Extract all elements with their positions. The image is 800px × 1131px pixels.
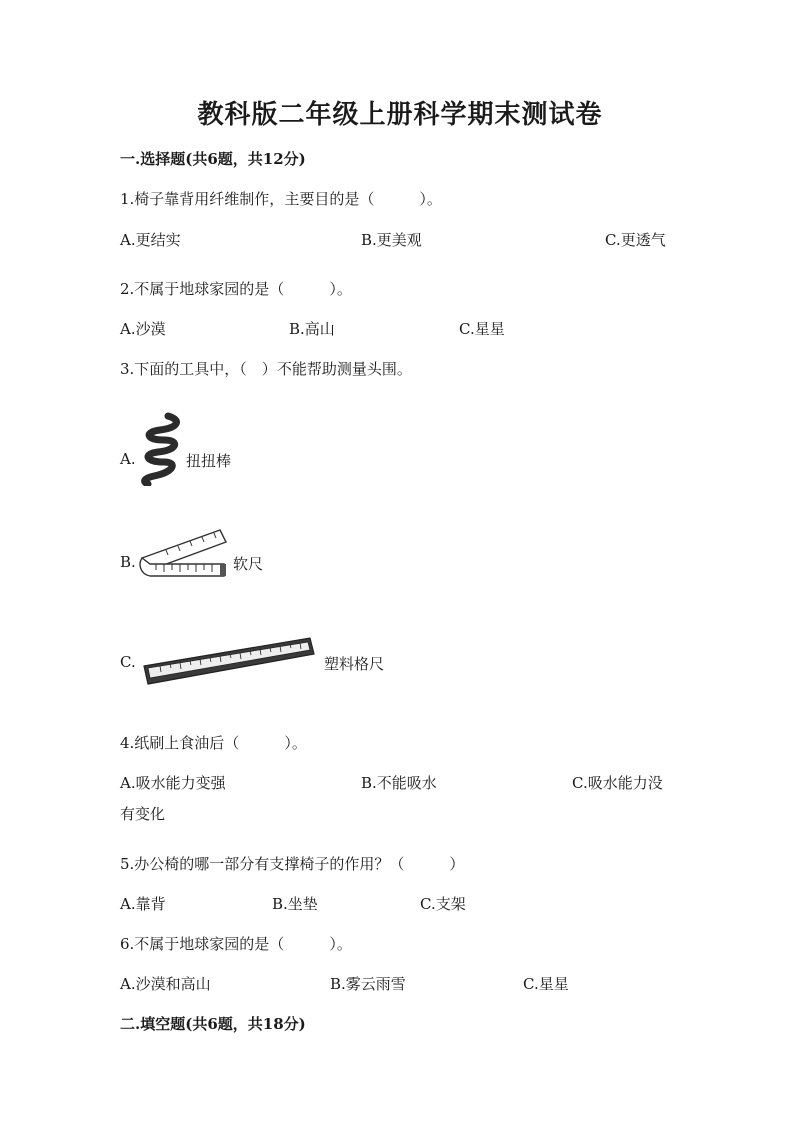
q2-option-a[interactable]: A.沙漠 (120, 320, 166, 338)
q4-option-b[interactable]: B.不能吸水 (361, 774, 437, 792)
q3-option-b-letter[interactable]: B. (120, 553, 136, 571)
question-1: 1.椅子靠背用纤维制作，主要目的是（ ）。 (120, 190, 442, 208)
q5-option-b[interactable]: B.坐垫 (272, 895, 318, 913)
question-3: 3.下面的工具中，（ ）不能帮助测量头围。 (120, 360, 412, 378)
q4-option-c-continuation: 有变化 (120, 805, 166, 823)
q2-option-b[interactable]: B.高山 (289, 320, 335, 338)
q1-option-b[interactable]: B.更美观 (361, 231, 422, 249)
q3-option-c-letter[interactable]: C. (120, 653, 136, 671)
page-title: 教科版二年级上册科学期末测试卷 (197, 100, 603, 130)
section-heading-choice: 一.选择题(共6题，共12分) (120, 150, 306, 168)
question-4: 4.纸刷上食油后（ ）。 (120, 734, 307, 752)
q5-option-a[interactable]: A.靠背 (120, 895, 166, 913)
q6-option-c[interactable]: C.星星 (523, 975, 569, 993)
q3-option-a-letter[interactable]: A. (120, 450, 136, 468)
q1-option-c[interactable]: C.更透气 (605, 231, 666, 249)
q3-option-c-label: 塑料格尺 (324, 655, 385, 673)
q4-option-c[interactable]: C.吸水能力没 (572, 774, 663, 792)
tape-measure-icon (136, 524, 232, 582)
twist-stick-icon (138, 410, 184, 486)
q4-option-a[interactable]: A.吸水能力变强 (120, 774, 226, 792)
q1-option-a[interactable]: A.更结实 (120, 231, 181, 249)
q3-option-a-label: 扭扭棒 (186, 452, 232, 470)
section-heading-fill-in: 二.填空题(共6题，共18分) (120, 1015, 306, 1033)
question-6: 6.不属于地球家园的是（ ）。 (120, 935, 352, 953)
question-2: 2.不属于地球家园的是（ ）。 (120, 280, 352, 298)
q6-option-a[interactable]: A.沙漠和高山 (120, 975, 211, 993)
q6-option-b[interactable]: B.雾云雨雪 (330, 975, 406, 993)
plastic-ruler-icon (140, 634, 318, 690)
q2-option-c[interactable]: C.星星 (459, 320, 505, 338)
q3-option-b-label: 软尺 (233, 555, 264, 573)
question-5: 5.办公椅的哪一部分有支撑椅子的作用？（ ） (120, 855, 465, 873)
q5-option-c[interactable]: C.支架 (420, 895, 466, 913)
